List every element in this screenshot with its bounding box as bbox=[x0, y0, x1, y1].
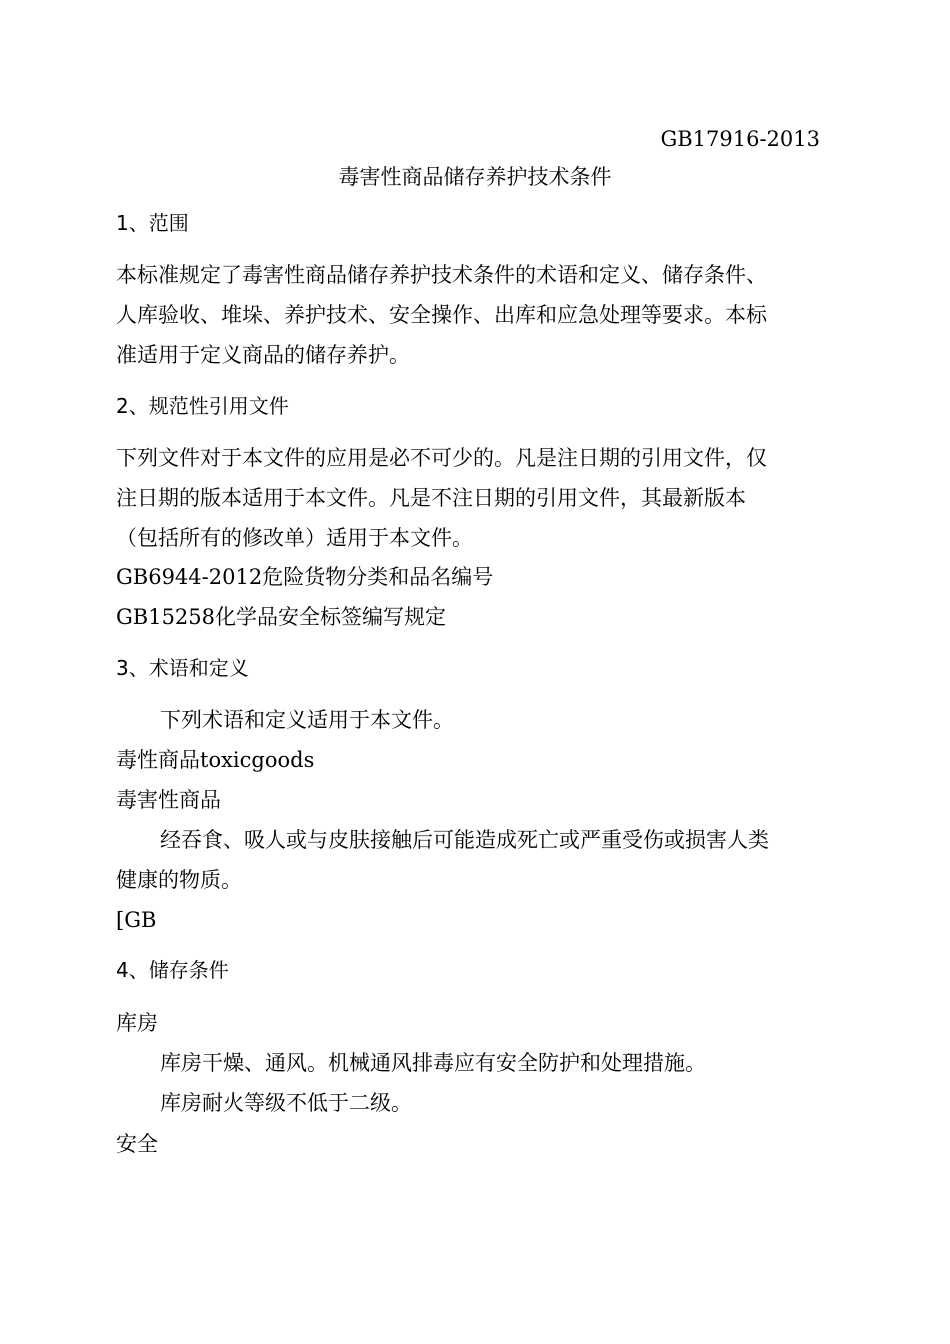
section-2-heading: 2、规范性引用文件 bbox=[116, 394, 289, 418]
section-1-heading: 1、范围 bbox=[116, 211, 189, 235]
term-definition-line-2: 健康的物质。 bbox=[116, 868, 242, 892]
section-4-heading: 4、储存条件 bbox=[116, 958, 229, 982]
term-source-reference: [GB bbox=[116, 908, 157, 932]
section-2-paragraph-line-2: 注日期的版本适用于本文件。凡是不注日期的引用文件，其最新版本 bbox=[116, 486, 746, 510]
section-1-paragraph-line-2: 人库验收、堆垛、养护技术、安全操作、出库和应急处理等要求。本标 bbox=[116, 303, 767, 327]
reference-gb6944: GB6944-2012危险货物分类和品名编号 bbox=[116, 565, 494, 589]
section-2-paragraph-line-1: 下列文件对于本文件的应用是必不可少的。凡是注日期的引用文件，仅 bbox=[116, 446, 767, 470]
section-3-intro: 下列术语和定义适用于本文件。 bbox=[160, 708, 454, 732]
warehouse-requirement-1: 库房干燥、通风。机械通风排毒应有安全防护和处理措施。 bbox=[160, 1051, 706, 1075]
subsection-safety: 安全 bbox=[116, 1132, 158, 1156]
warehouse-requirement-2: 库房耐火等级不低于二级。 bbox=[160, 1091, 412, 1115]
term-toxic-goods: 毒性商品toxicgoods bbox=[116, 748, 315, 772]
subsection-warehouse: 库房 bbox=[116, 1011, 158, 1035]
section-2-paragraph-line-3: （包括所有的修改单）适用于本文件。 bbox=[116, 526, 473, 550]
section-1-paragraph-line-3: 准适用于定义商品的储存养护。 bbox=[116, 343, 410, 367]
section-3-heading: 3、术语和定义 bbox=[116, 656, 249, 680]
term-definition-line-1: 经吞食、吸人或与皮肤接触后可能造成死亡或严重受伤或损害人类 bbox=[160, 828, 769, 852]
document-title: 毒害性商品储存养护技术条件 bbox=[338, 165, 612, 189]
reference-gb15258: GB15258化学品安全标签编写规定 bbox=[116, 605, 447, 629]
standard-id: GB17916-2013 bbox=[660, 127, 820, 151]
term-alternate-name: 毒害性商品 bbox=[116, 788, 221, 812]
section-1-paragraph-line-1: 本标准规定了毒害性商品储存养护技术条件的术语和定义、储存条件、 bbox=[116, 263, 767, 287]
